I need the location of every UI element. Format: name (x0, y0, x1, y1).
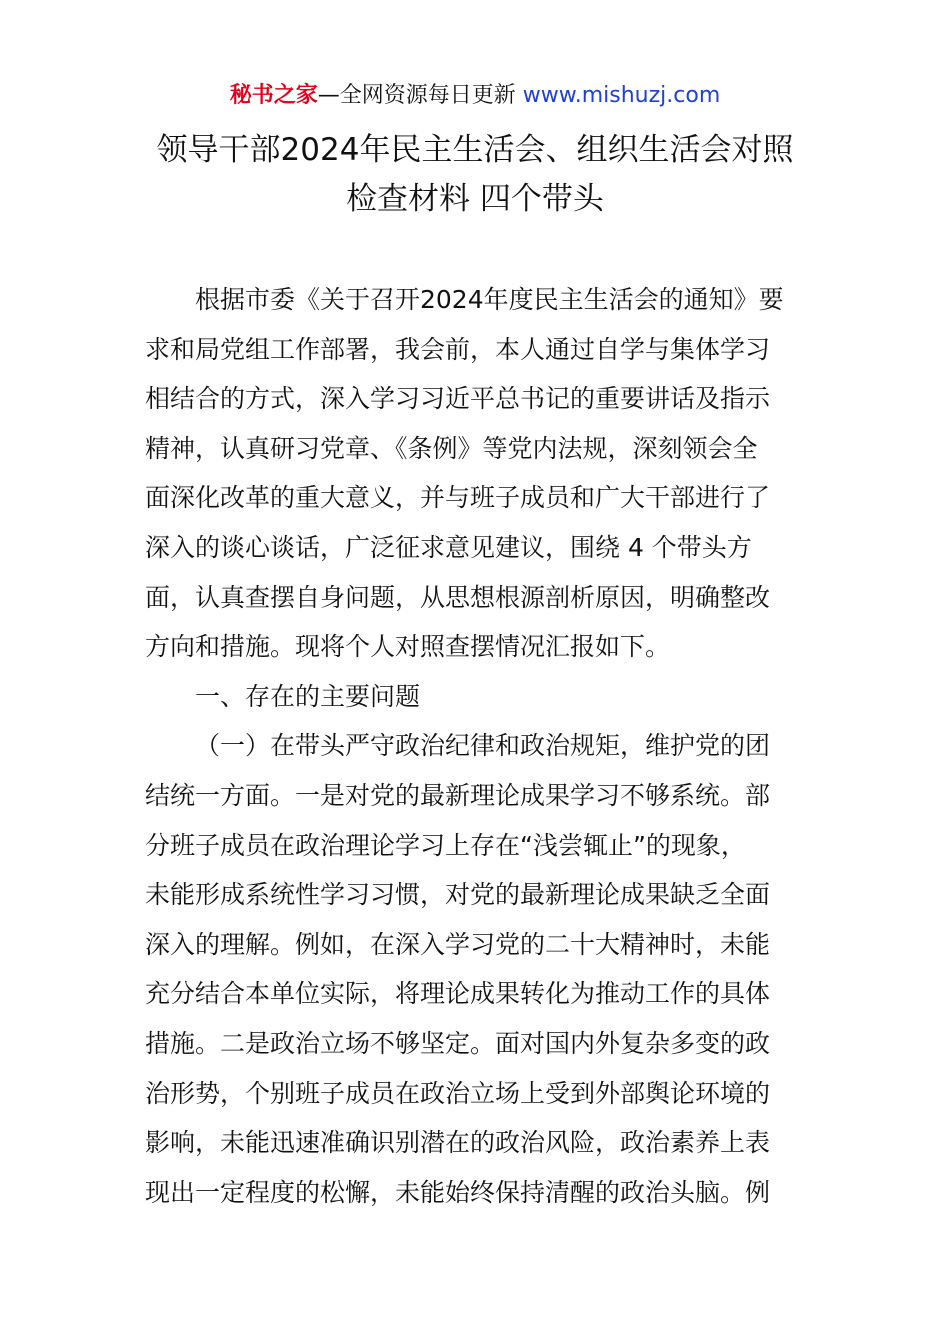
body-line: 面深化改革的重大意义，并与班子成员和广大干部进行了 (145, 483, 771, 513)
site-url-link[interactable]: www.mishuzj.com (522, 83, 721, 108)
body-line: 深入的谈心谈话，广泛征求意见建议，围绕 4 个带头方 (145, 532, 752, 562)
subsection-heading: （一）在带头严守政治纪律和政治规矩，维护党的团 (195, 731, 771, 761)
body-line: 分班子成员在政治理论学习上存在“浅尝辄止”的现象， (145, 830, 746, 860)
body-line: 结统一方面。一是对党的最新理论成果学习不够系统。部 (145, 780, 771, 810)
section-heading: 一、存在的主要问题 (195, 681, 421, 711)
document-body (145, 275, 807, 1217)
body-line: 方向和措施。现将个人对照查摆情况汇报如下。 (145, 632, 671, 662)
body-line: 精神，认真研习党章、《条例》等党内法规，深刻领会全 (145, 433, 758, 463)
body-line: 根据市委《关于召开2024年度民主生活会的通知》要 (195, 285, 784, 314)
body-line: 求和局党组工作部署，我会前，本人通过自学与集体学习 (145, 334, 771, 364)
body-line: 措施。二是政治立场不够坚定。面对国内外复杂多变的政 (145, 1028, 771, 1058)
document-title-line-1: 领导干部2024年民主生活会、组织生活会对照 (156, 132, 794, 168)
body-line: 治形势，个别班子成员在政治立场上受到外部舆论环境的 (145, 1078, 771, 1108)
banner-slogan: —全网资源每日更新 (317, 83, 516, 108)
body-line: 深入的理解。例如，在深入学习党的二十大精神时，未能 (145, 929, 771, 959)
body-line: 现出一定程度的松懈，未能始终保持清醒的政治头脑。例 (145, 1177, 771, 1207)
body-line: 充分结合本单位实际，将理论成果转化为推动工作的具体 (145, 979, 771, 1009)
body-line: 相结合的方式，深入学习习近平总书记的重要讲话及指示 (145, 384, 771, 414)
document-title-line-2: 检查材料 四个带头 (346, 181, 604, 217)
site-banner (0, 80, 950, 112)
body-line: 未能形成系统性学习习惯，对党的最新理论成果缺乏全面 (145, 880, 771, 910)
body-line: 影响，未能迅速准确识别潜在的政治风险，政治素养上表 (145, 1128, 771, 1158)
brand-name: 秘书之家 (229, 83, 318, 108)
body-line: 面，认真查摆自身问题，从思想根源剖析原因，明确整改 (145, 582, 771, 612)
